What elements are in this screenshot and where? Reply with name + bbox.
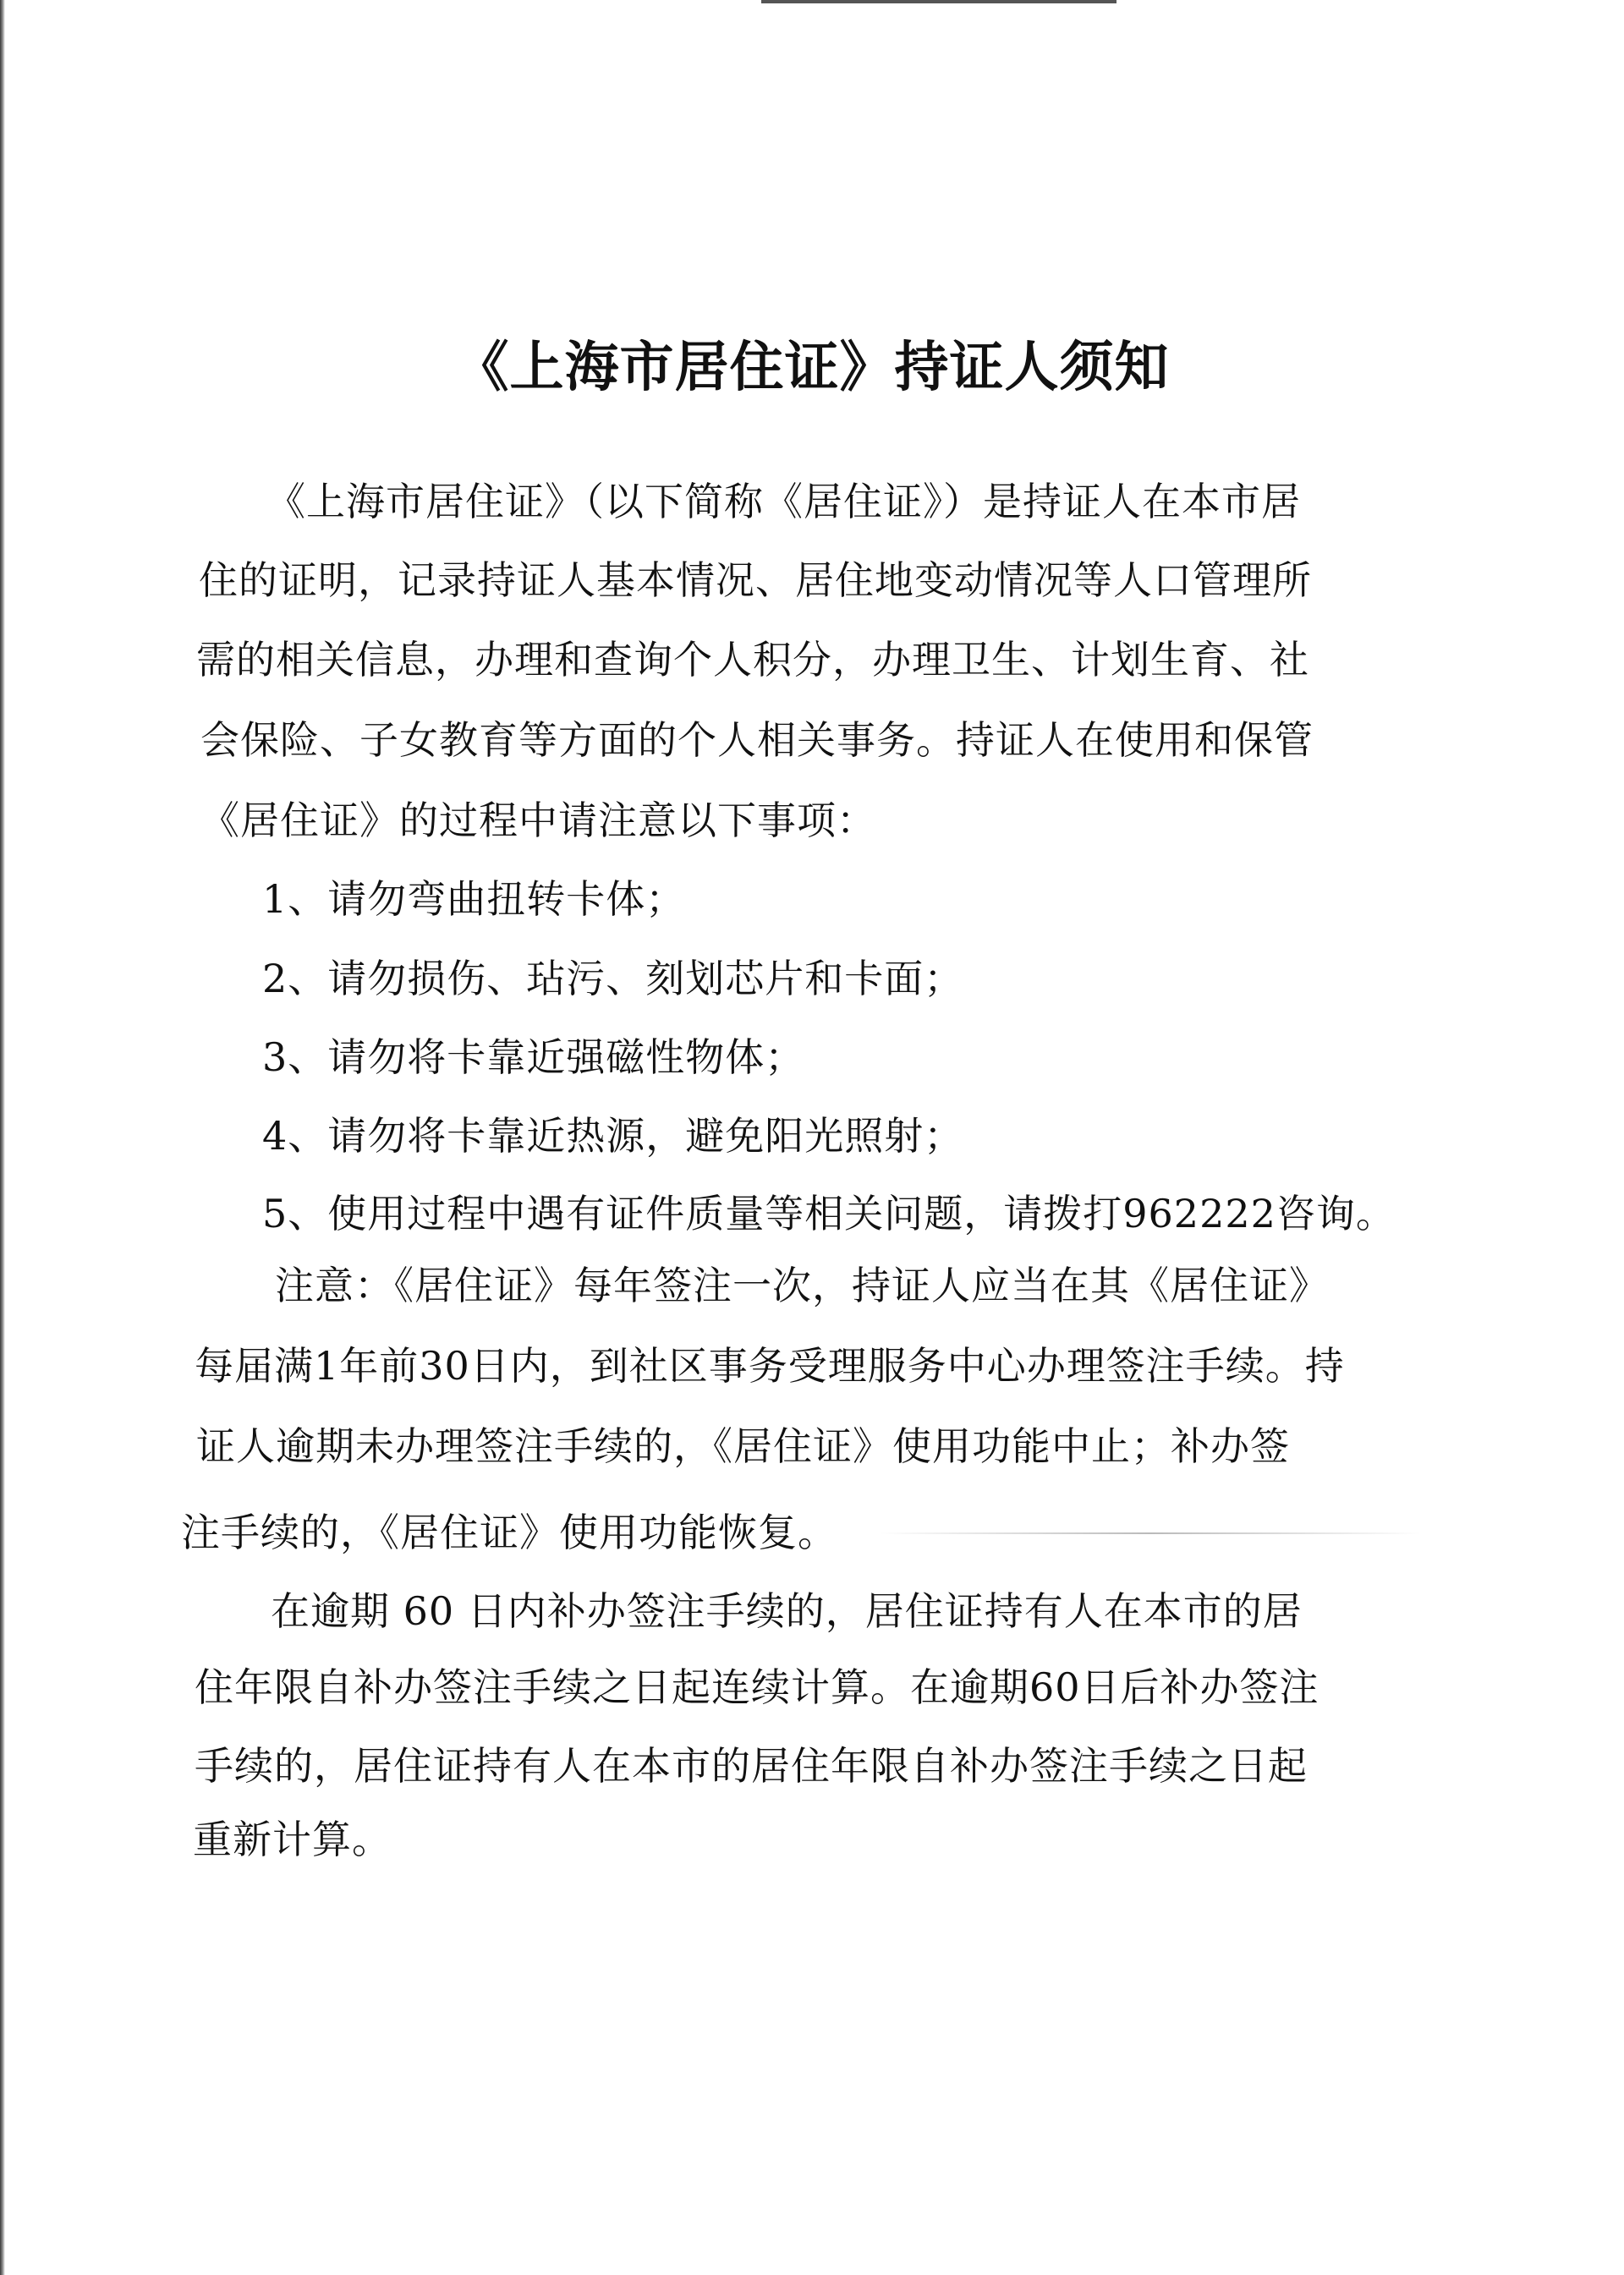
document-title: 《上海市居住证》持证人须知 <box>454 337 1170 399</box>
scan-top-mark <box>761 0 1116 3</box>
note-line-3: 证人逾期未办理签注手续的，《居住证》使用功能中止；补办签 <box>196 1423 1290 1469</box>
overdue-line-2: 住年限自补办签注手续之日起连续计算。在逾期60日后补办签注 <box>195 1664 1320 1710</box>
note-line-2: 每届满1年前30日内，到社区事务受理服务中心办理签注手续。持 <box>195 1343 1345 1389</box>
overdue-line-3: 手续的，居住证持有人在本市的居住年限自补办签注手续之日起 <box>195 1743 1308 1789</box>
note-line-4: 注手续的，《居住证》使用功能恢复。 <box>181 1510 837 1555</box>
intro-line-4: 会保险、子女教育等方面的个人相关事务。持证人在使用和保管 <box>200 717 1314 763</box>
notice-item-2: 2、请勿损伤、玷污、刻划芯片和卡面； <box>262 956 964 1001</box>
intro-line-3: 需的相关信息，办理和查询个人积分，办理卫生、计划生育、社 <box>196 637 1309 682</box>
intro-line-1: 《上海市居住证》（以下简称《居住证》）是持证人在本市居 <box>266 479 1301 524</box>
intro-line-5: 《居住证》的过程中请注意以下事项： <box>200 798 876 843</box>
notice-item-5: 5、使用过程中遇有证件质量等相关问题，请拨打962222咨询。 <box>262 1191 1396 1236</box>
overdue-line-1: 在逾期 60 日内补办签注手续的，居住证持有人在本市的居 <box>271 1588 1303 1634</box>
notice-item-1: 1、请勿弯曲扭转卡体； <box>262 876 686 922</box>
notice-item-4: 4、请勿将卡靠近热源，避免阳光照射； <box>262 1113 964 1159</box>
note-line-1: 注意：《居住证》每年签注一次，持证人应当在其《居住证》 <box>275 1263 1329 1308</box>
scan-streak <box>880 1532 1421 1534</box>
overdue-line-4: 重新计算。 <box>193 1817 392 1862</box>
intro-line-2: 住的证明，记录持证人基本情况、居住地变动情况等人口管理所 <box>199 557 1312 603</box>
notice-item-3: 3、请勿将卡靠近强磁性物体； <box>262 1034 805 1080</box>
